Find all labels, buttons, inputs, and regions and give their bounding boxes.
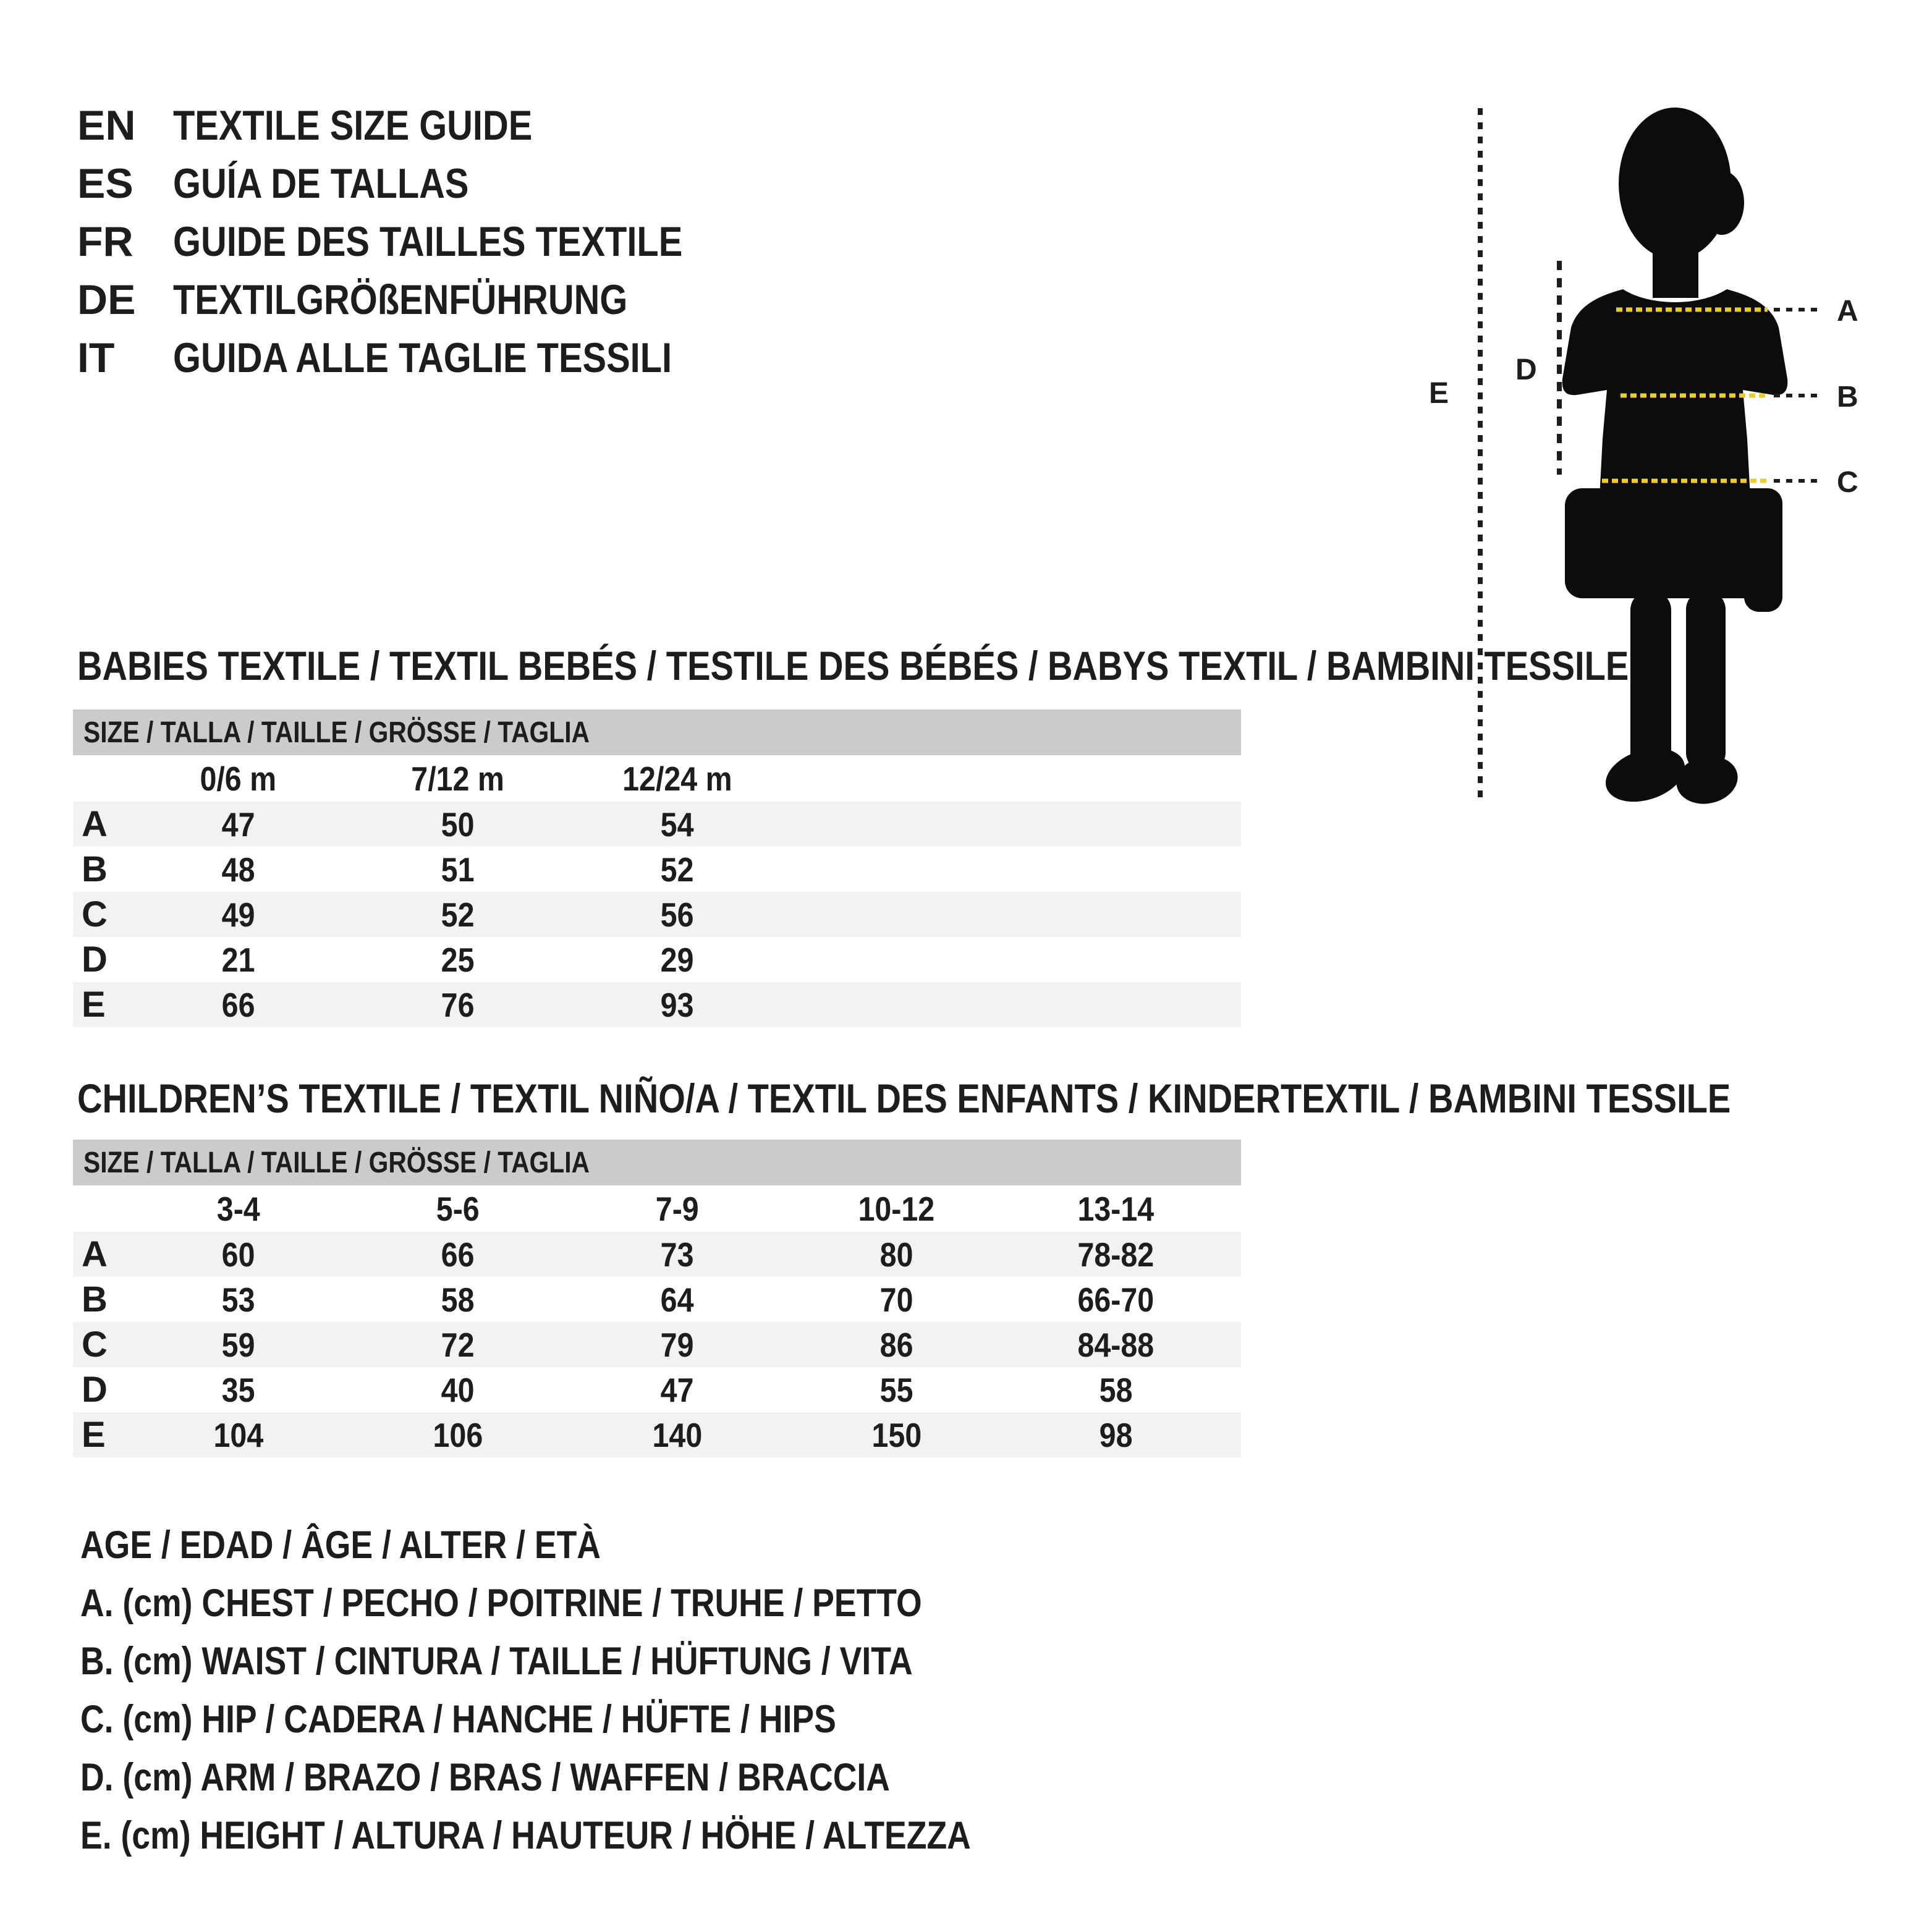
cell: 104	[213, 1415, 263, 1454]
language-row-en	[77, 96, 773, 155]
column-header: 7-9	[655, 1189, 699, 1228]
cell: 47	[660, 1370, 694, 1409]
measurement-figure	[1403, 93, 1891, 816]
column-header: 12/24 m	[622, 759, 732, 798]
column-header: 10-12	[858, 1189, 935, 1228]
legend-line-height: E. (cm) HEIGHT / ALTURA / HAUTEUR / HÖHE / ALTEZZA	[80, 1814, 971, 1857]
cell: 40	[441, 1370, 475, 1409]
children-column-headers	[73, 1185, 1241, 1232]
cell: 56	[660, 895, 694, 934]
cell: 78-82	[1077, 1235, 1155, 1274]
cell: 58	[441, 1280, 475, 1319]
language-row-de	[77, 271, 773, 329]
table-row-e	[73, 1412, 1241, 1457]
language-header	[77, 96, 773, 387]
cell: 73	[660, 1235, 694, 1274]
cell: 76	[441, 985, 475, 1024]
babies-table	[73, 710, 1241, 1027]
child-silhouette-diagram	[1403, 93, 1891, 816]
language-row-es	[77, 155, 773, 213]
row-label: A	[82, 1234, 108, 1274]
language-code: FR	[77, 218, 133, 265]
language-row-it	[77, 329, 773, 387]
cell: 140	[652, 1415, 702, 1454]
row-label: B	[82, 1279, 108, 1320]
babies-section-title: BABIES TEXTILE / TEXTIL BEBÉS / TESTILE DES BÉBÉS / BABYS TEXTIL / BAMBINI TESSILE	[77, 643, 1629, 688]
cell: 86	[879, 1325, 913, 1364]
language-title: TEXTILGRÖßENFÜHRUNG	[173, 276, 628, 323]
column-header: 0/6 m	[200, 759, 277, 798]
row-label: D	[82, 939, 108, 980]
cell: 84-88	[1077, 1325, 1155, 1364]
language-row-fr	[77, 213, 773, 271]
row-label: C	[82, 894, 108, 934]
child-silhouette	[1562, 108, 1788, 811]
cell: 59	[221, 1325, 255, 1364]
row-label: C	[82, 1324, 108, 1365]
row-label: E	[82, 985, 106, 1025]
table-row-b	[73, 847, 1241, 892]
babies-column-headers	[73, 755, 1241, 802]
table-row-d	[73, 1367, 1241, 1412]
language-title: TEXTILE SIZE GUIDE	[173, 102, 533, 149]
legend-line-waist: B. (cm) WAIST / CINTURA / TAILLE / HÜFTUNG / VITA	[80, 1640, 913, 1683]
row-label: D	[82, 1370, 108, 1410]
cell: 48	[221, 850, 255, 889]
label-d: D	[1515, 354, 1537, 386]
cell: 79	[660, 1325, 694, 1364]
legend-line-arm: D. (cm) ARM / BRAZO / BRAS / WAFFEN / BRACCIA	[80, 1756, 890, 1799]
silhouette-shorts-drape	[1744, 488, 1782, 612]
language-code: EN	[77, 102, 136, 149]
children-table	[73, 1140, 1241, 1457]
table-row-c	[73, 892, 1241, 937]
legend-line-age: AGE / EDAD / ÂGE / ALTER / ETÀ	[80, 1523, 601, 1567]
table-row-e	[73, 982, 1241, 1027]
language-title: GUIDE DES TAILLES TEXTILE	[173, 218, 683, 265]
legend-line-hip: C. (cm) HIP / CADERA / HANCHE / HÜFTE / HIPS	[80, 1698, 836, 1741]
cell: 51	[441, 850, 475, 889]
label-e: E	[1429, 377, 1449, 410]
cell: 47	[221, 805, 255, 844]
cell: 54	[660, 805, 694, 844]
language-code: IT	[77, 334, 115, 381]
column-header: 3-4	[216, 1189, 260, 1228]
table-row-d	[73, 937, 1241, 982]
cell: 50	[441, 805, 475, 844]
cell: 58	[1099, 1370, 1133, 1409]
cell: 49	[221, 895, 255, 934]
table-row-a	[73, 1232, 1241, 1277]
language-title: GUIDA ALLE TAGLIE TESSILI	[173, 334, 672, 381]
cell: 93	[660, 985, 694, 1024]
row-label: E	[82, 1415, 106, 1455]
cell: 98	[1099, 1415, 1133, 1454]
label-b: B	[1837, 381, 1858, 413]
babies-size-header-bar: SIZE / TALLA / TAILLE / GRÖSSE / TAGLIA	[73, 710, 1241, 755]
silhouette-left-shoe	[1599, 739, 1692, 811]
cell: 106	[433, 1415, 483, 1454]
cell: 60	[221, 1235, 255, 1274]
label-a: A	[1837, 295, 1858, 328]
table-row-a	[73, 802, 1241, 847]
cell: 25	[441, 940, 475, 979]
cell: 72	[441, 1325, 475, 1364]
column-header: 7/12 m	[411, 759, 504, 798]
silhouette-neck	[1653, 246, 1698, 298]
cell: 64	[660, 1280, 694, 1319]
cell: 52	[441, 895, 475, 934]
table-row-c	[73, 1322, 1241, 1367]
cell: 52	[660, 850, 694, 889]
column-header: 13-14	[1077, 1189, 1155, 1228]
children-section-title: CHILDREN’S TEXTILE / TEXTIL NIÑO/A / TEXTIL DES ENFANTS / KINDERTEXTIL / BAMBINI TESSILE	[77, 1075, 1731, 1121]
cell: 66-70	[1077, 1280, 1155, 1319]
silhouette-hair	[1700, 171, 1744, 235]
language-title: GUÍA DE TALLAS	[173, 160, 469, 207]
cell: 53	[221, 1280, 255, 1319]
cell: 80	[879, 1235, 913, 1274]
cell: 70	[879, 1280, 913, 1319]
cell: 55	[879, 1370, 913, 1409]
table-row-b	[73, 1277, 1241, 1322]
column-header: 5-6	[436, 1189, 480, 1228]
cell: 66	[441, 1235, 475, 1274]
cell: 35	[221, 1370, 255, 1409]
language-code: DE	[77, 276, 136, 323]
cell: 66	[221, 985, 255, 1024]
label-c: C	[1837, 466, 1858, 499]
measurement-legend	[80, 1516, 1128, 1865]
legend-line-chest: A. (cm) CHEST / PECHO / POITRINE / TRUHE / PETTO	[80, 1582, 922, 1625]
row-label: B	[82, 849, 108, 889]
cell: 150	[871, 1415, 922, 1454]
row-label: A	[82, 804, 108, 844]
cell: 29	[660, 940, 694, 979]
children-size-header-bar: SIZE / TALLA / TAILLE / GRÖSSE / TAGLIA	[73, 1140, 1241, 1185]
cell: 21	[221, 940, 255, 979]
language-code: ES	[77, 160, 133, 207]
